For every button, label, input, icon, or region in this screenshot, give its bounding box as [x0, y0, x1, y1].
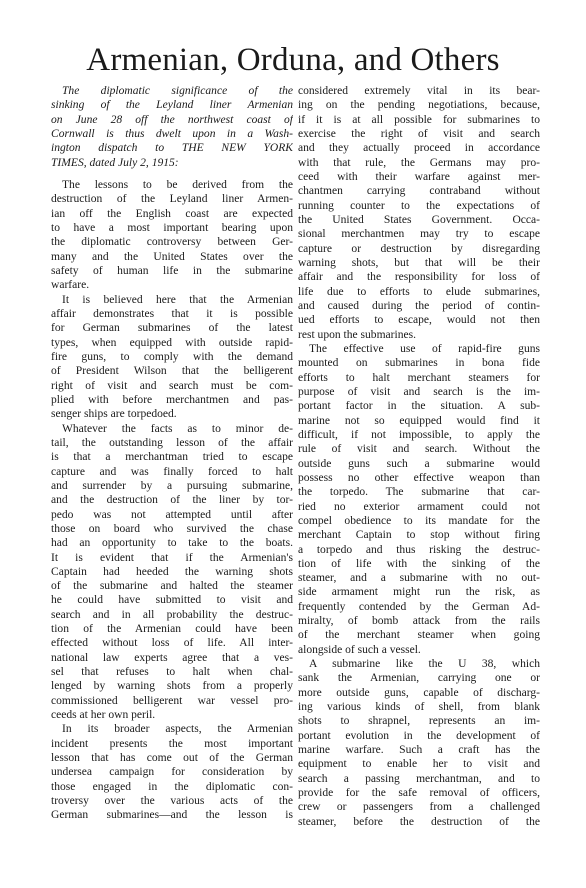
body-text-line: It is believed here that the Armenian — [62, 293, 293, 306]
body-text-line: the United States Government. Occa- — [298, 213, 540, 226]
body-text-line: marine not so equipped would find it — [298, 414, 540, 427]
body-text-line: life due to efforts to elude submarines, — [298, 285, 540, 298]
body-text-line: of the submarine and halted the steamer — [51, 580, 293, 593]
body-text-line: provide for the safe removal of officers, — [298, 787, 540, 800]
body-text-line: he could have submitted to visit and — [51, 594, 293, 607]
intro-text-line: The diplomatic significance of the — [62, 85, 293, 97]
body-text-line: sel that refuses to halt when chal- — [51, 666, 293, 679]
body-text-line: sional merchantmen may try to escape — [298, 228, 540, 241]
body-text-line: troversy over the various acts of the — [51, 795, 293, 808]
body-text-line: the torpedo. The submarine that car- — [298, 486, 540, 499]
intro-text-line: sinking of the Leyland liner Armenian — [51, 99, 293, 112]
body-text-line: is that a merchantman tried to escape — [51, 451, 293, 464]
body-text-line: purpose of visit and search is the im- — [298, 385, 540, 398]
body-text-line: efforts to halt merchant steamers for — [298, 371, 540, 384]
body-text-line: merchant Captain to stop without firing — [298, 529, 540, 542]
body-text-line: sank the Armenian, carrying one or — [298, 672, 540, 685]
body-text-line: senger ships are torpedoed. — [51, 408, 177, 421]
body-text-line: considered extremely vital in its bear- — [298, 85, 540, 97]
body-text-line: search and in all probability the destruc- — [51, 608, 293, 621]
body-text-line: ian off the English coast are expected — [51, 207, 293, 220]
body-text-line: national law experts agree that a ves- — [51, 651, 293, 664]
body-text-line: equipment to enable her to visit and — [298, 758, 540, 771]
body-text-line: more outside guns, capable of discharg- — [298, 686, 540, 699]
body-text-line: right of visit and search must be com- — [51, 379, 293, 392]
body-text-line: and caused during the period of contin- — [298, 299, 540, 312]
body-text-line: ued efforts to escape, would not then — [298, 314, 540, 327]
body-text-line: for German submarines of the latest — [51, 322, 293, 335]
body-text-line: tion of life with the sinking of the — [298, 557, 540, 570]
body-text-line: rest upon the submarines. — [298, 328, 417, 341]
body-text-line: frequently contended by the German Ad- — [298, 600, 540, 613]
body-text-line: side armament might run the risk, as — [298, 586, 540, 599]
paragraph-gap — [51, 170, 293, 178]
body-text-line: portant evolution in the development of — [298, 729, 540, 742]
body-text-line: The effective use of rapid-fire guns — [309, 342, 540, 355]
body-text-line: exercise the right of visit and search — [298, 127, 540, 140]
body-text-line: compel obedience to its mandate for the — [298, 514, 540, 527]
body-text-line: ing various kinds of shell, from blank — [298, 701, 540, 714]
body-text-line: ceed with their warfare against mer- — [298, 170, 540, 183]
body-text-line: The lessons to be derived from the — [62, 178, 293, 191]
body-text-line: those engaged in the diplomatic con- — [51, 780, 293, 793]
body-text-line: if it is at all possible for submarines to — [298, 113, 540, 126]
body-text-line: and surrender by a pursuing submarine, — [51, 479, 293, 492]
body-text-line: miralty, of bomb attack from the rails — [298, 615, 540, 628]
intro-text-line: on June 28 off the northwest coast of — [51, 113, 293, 126]
right-column — [298, 84, 540, 829]
body-text-line: ceeds at her own peril. — [51, 709, 156, 722]
body-text-line: alongside of such a vessel. — [298, 643, 421, 656]
body-text-line: Whatever the facts as to minor de- — [62, 422, 293, 435]
body-text-line: to have a most important bearing upon — [51, 221, 293, 234]
body-text-line: shots to shrapnel, represents an im- — [298, 715, 540, 728]
body-text-line: difficult, if not impossible, to apply the — [298, 428, 540, 441]
body-text-line: the diplomatic controversy between Ger- — [51, 236, 293, 249]
body-text-line: warning shots, but that will be their — [298, 256, 540, 269]
intro-text-line: ington dispatch to THE NEW YORK — [51, 142, 293, 155]
body-text-line: a torpedo and thus risking the destruc- — [298, 543, 540, 556]
body-text-line: rule of visit and search. Without the — [298, 443, 540, 456]
body-text-line: destruction of the Leyland liner Armen- — [51, 193, 293, 206]
body-text-line: ing on the pending negotiations, because, — [298, 99, 540, 112]
body-text-line: capture or destruction by disregarding — [298, 242, 540, 255]
body-text-line: German submarines—and the lesson is — [51, 809, 293, 822]
intro-text-line: Cornwall is thus dwelt upon in a Wash- — [51, 127, 293, 140]
body-text-line: portant factor in the situation. A sub- — [298, 400, 540, 413]
body-text-line: steamer, and a submarine with no out- — [298, 572, 540, 585]
body-text-line: of the merchant steamer when going — [298, 629, 540, 642]
left-column — [51, 84, 293, 823]
body-text-line: of President Wilson that the belligerent — [51, 365, 293, 378]
body-text-line: crew or passengers from a challenged — [298, 801, 540, 814]
body-text-line: In its broader aspects, the Armenian — [62, 723, 293, 736]
intro-text-line: TIMES, dated July 2, 1915: — [51, 156, 179, 169]
body-text-line: fire guns, to comply with the demand — [51, 350, 293, 363]
body-text-line: those on board who survived the chase — [51, 522, 293, 535]
body-text-line: had an opportunity to take to the boats. — [51, 537, 293, 550]
body-text-line: Captain had heeded the warning shots — [51, 565, 293, 578]
body-text-line: affair demonstrates that it is possible — [51, 307, 293, 320]
body-text-line: lesson that has come out of the German — [51, 752, 293, 765]
body-text-line: with that rule, the Germans may pro- — [298, 156, 540, 169]
body-text-line: pedo was not attempted until after — [51, 508, 293, 521]
body-text-line: plied with before merchantmen and pas- — [51, 393, 293, 406]
body-text-line: marine warfare. Such a craft has the — [298, 744, 540, 757]
body-text-line: commissioned belligerent war vessel pro- — [51, 694, 293, 707]
body-text-line: effected without loss of life. All inter- — [51, 637, 293, 650]
body-text-line: warfare. — [51, 279, 90, 292]
body-text-line: steamer, before the destruction of the — [298, 815, 540, 828]
article-title: Armenian, Orduna, and Others — [86, 42, 500, 78]
body-text-line: types, when equipped with outside rapid- — [51, 336, 293, 349]
body-text-line: capture and was finally forced to halt — [51, 465, 293, 478]
body-text-line: ried no exterior armament could not — [298, 500, 540, 513]
body-text-line: undersea campaign for consideration by — [51, 766, 293, 779]
body-text-line: tion of the Armenian could have been — [51, 623, 293, 636]
body-text-line: tail, the outstanding lesson of the affair — [51, 436, 293, 449]
body-text-line: safety of human life in the submarine — [51, 264, 293, 277]
body-text-line: affair and the responsibility for loss of — [298, 271, 540, 284]
body-text-line: It is evident that if the Armenian's — [51, 551, 293, 564]
body-text-line: lenged by warning shots from a properly — [51, 680, 293, 693]
body-text-line: and they actually proceed in accordance — [298, 142, 540, 155]
body-text-line: chantmen carrying contraband without — [298, 185, 540, 198]
body-text-line: running counter to the expectations of — [298, 199, 540, 212]
body-text-line: A submarine like the U 38, which — [309, 658, 540, 671]
body-text-line: mounted on submarines in bona fide — [298, 357, 540, 370]
body-text-line: and the destruction of the liner by tor- — [51, 494, 293, 507]
body-text-line: incident presents the most important — [51, 737, 293, 750]
body-text-line: possess no other effective weapon than — [298, 471, 540, 484]
body-text-line: search a passing merchantman, and to — [298, 772, 540, 785]
body-text-line: outside guns such a submarine would — [298, 457, 540, 470]
body-text-line: many and the United States over the — [51, 250, 293, 263]
